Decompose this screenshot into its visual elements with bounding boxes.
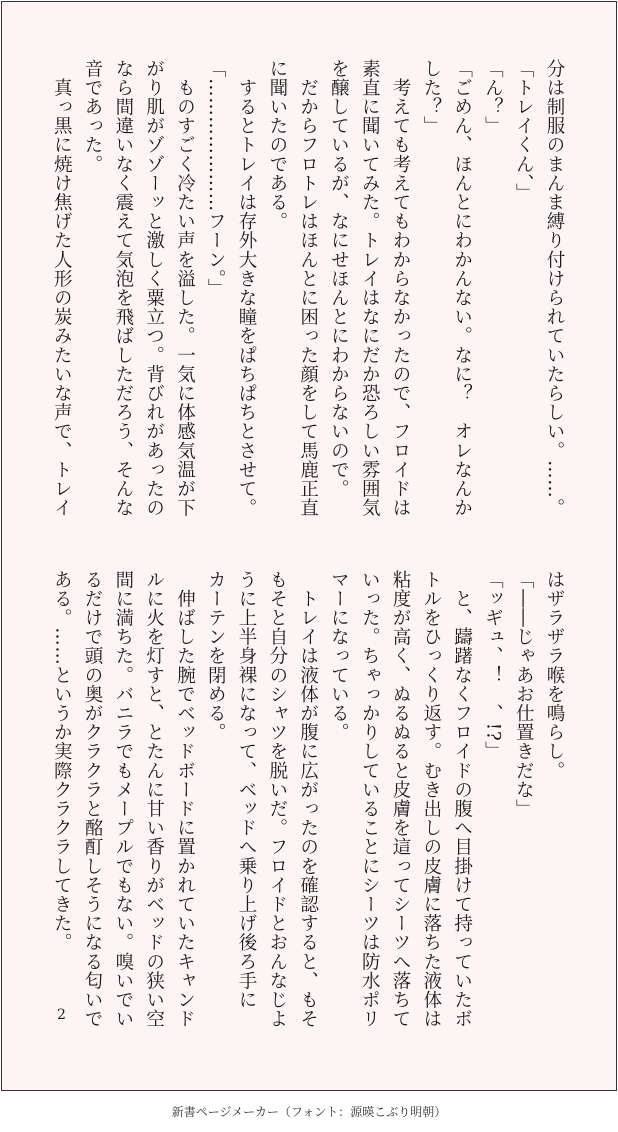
text-line: 「――じゃあお仕置きだな」 [513,570,535,819]
text-line: だからフロトレはほんとに困った顔をして馬鹿正直 [297,59,319,518]
text-line: 粘度が高く、ぬるぬると皮膚を這ってシーツへ落ちて [390,570,412,1029]
book-page [1,1,617,1091]
text-line: 素直に聞いてみた。トレイはなにだか恐ろしい雰囲気 [359,59,381,518]
text-line: うに上半身裸になって、ベッドへ乗り上げ後ろ手に [236,570,258,1010]
text-line: もそと自分のシャツを脱いだ。フロイドとおんなじよ [266,570,288,1029]
text-line: するとトレイは存外大きな瞳をぱちぱちとさせて。 [236,59,258,518]
footer-credit: 新書ページメーカー（フォント：源暎こぶり明朝） [171,1105,447,1119]
text-line: カーテンを閉める。 [205,570,227,742]
text-block-top [45,59,569,519]
text-line: に聞いたのである。 [266,59,288,231]
text-line: 真っ黒に焼け焦げた人形の炭みたいな声で、トレイ [51,59,73,518]
text-line: と、躊躇なくフロイドの腹へ目掛けて持っていたボ [451,570,473,1029]
text-line: 音であった。 [82,59,104,174]
page-number: 2 [57,1007,66,1023]
text-line: トレイは液体が腹に広がったのを確認すると、もそ [297,570,319,1029]
text-line: 「ん？」 [482,59,504,136]
text-line: 考えても考えてもわからなかったので、フロイドは [390,59,412,518]
text-line: ルに火を灯すと、とたんに甘い香りがベッドの狭い空 [143,570,165,1029]
text-line: した？」 [420,59,442,136]
text-line: 「ッギュ、！ 、!?」 [482,570,504,761]
text-line: トルをひっくり返す。むき出しの皮膚に落ちた液体は [420,570,442,1029]
text-line: 間に満ちた。バニラでもメープルでもない。嗅いでい [112,570,134,1029]
text-line: 分は制服のまんま縛り付けられていたらしい。……。 [544,59,565,518]
text-line: 伸ばした腕でベッドボードに置かれていたキャンド [174,570,196,1029]
text-line: るだけで頭の奥がクラクラと酩酊しそうになる匂いで [82,570,104,1029]
text-line: ものすごく冷たい声を溢した。一気に体感気温が下 [174,59,196,518]
text-line: がり肌がゾゾーッと激しく粟立つ。背びれがあったの [143,59,165,518]
text-line: なら間違いなく震えて気泡を飛ばしただろう、そんな [112,59,134,518]
text-line: マーになっている。 [328,570,350,742]
text-line: 「トレイくん、」 [513,59,535,203]
text-line: いった。ちゃっかりしていることにシーツは防水ポリ [359,570,381,1029]
text-line: 「…………………フーン。」 [205,59,227,299]
text-line: ある。……というか実際クラクラしてきた。 [51,570,73,952]
text-line: はザラザラ喉を鳴らし。 [544,570,565,781]
text-line: を醸しているが、なにせほんとにわからないので。 [328,59,350,499]
text-block-bottom [45,570,569,1029]
text-line: 「ごめん、ほんとにわかんない。なに？ オレなんか [451,59,473,518]
